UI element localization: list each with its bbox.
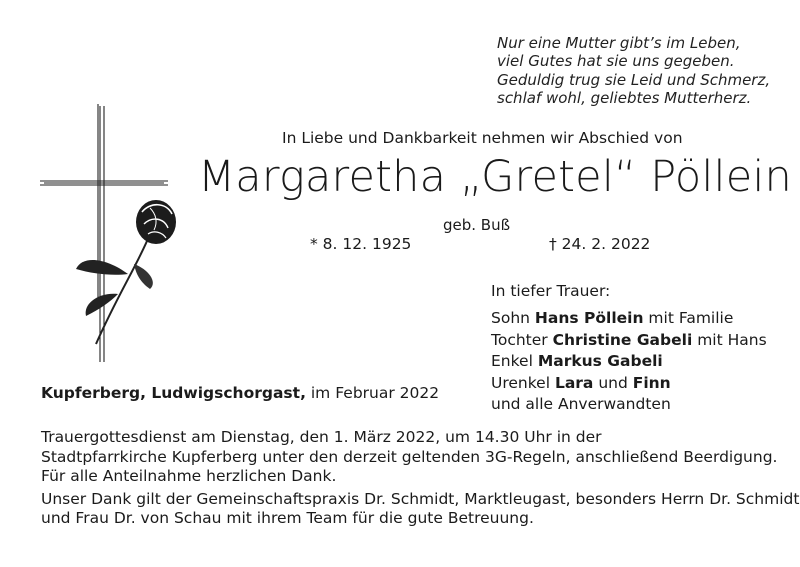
deceased-name: Margaretha „Gretel“ Pöllein: [198, 152, 792, 202]
date-text: im Februar 2022: [305, 384, 440, 402]
death-date: † 24. 2. 2022: [549, 235, 651, 253]
poem: [497, 34, 770, 107]
service-line: Stadtpfarrkirche Kupferberg unter den derzeit geltenden 3G-Regeln, anschließend Beerdigung.: [41, 447, 778, 466]
mourner-suffix: mit Hans: [692, 330, 767, 349]
thanks-line: Unser Dank gilt der Gemeinschaftspraxis Dr. Schmidt, Marktleugast, besonders Herrn Dr. Schmidt: [41, 489, 800, 508]
place-names: Kupferberg, Ludwigschorgast,: [41, 384, 306, 402]
mourner-name: Finn: [632, 373, 671, 392]
poem-line: viel Gutes hat sie uns gegeben.: [497, 52, 735, 71]
service-text: [41, 428, 799, 529]
mourner-name: Christine Gabeli: [552, 330, 693, 349]
mourner-relation: Enkel: [491, 352, 538, 371]
service-line: Für alle Anteilnahme herzlichen Dank.: [41, 467, 337, 485]
place-date: [41, 384, 439, 402]
birth-date: * 8. 12. 1925: [310, 235, 412, 253]
service-line: Trauergottesdienst am Dienstag, den 1. März 2022, um 14.30 Uhr in der: [41, 428, 602, 446]
mourner-relation: Urenkel: [491, 373, 555, 392]
mourner-relation: Sohn: [491, 309, 535, 328]
intro-text: In Liebe und Dankbarkeit nehmen wir Abschied von: [282, 129, 683, 147]
mourner-line: [491, 373, 767, 394]
mourner-conjunction: und: [593, 373, 633, 392]
cross-with-rose-icon: [38, 104, 178, 364]
mourner-relation: Tochter: [491, 330, 553, 349]
mourner-name: Lara: [554, 373, 594, 392]
mourners-list: [491, 281, 767, 415]
thanks-line: und Frau Dr. von Schau mit ihrem Team für die gute Betreuung.: [41, 509, 534, 527]
mourner-suffix: mit Familie: [643, 309, 734, 328]
poem-line: schlaf wohl, geliebtes Mutterherz.: [497, 88, 752, 107]
mourner-line: [491, 308, 767, 329]
poem-line: Geduldig trug sie Leid und Schmerz,: [497, 70, 771, 89]
mourner-line: [491, 351, 767, 372]
mourner-line: [491, 330, 767, 351]
poem-line: Nur eine Mutter gibt’s im Leben,: [497, 34, 741, 52]
mourner-name: Markus Gabeli: [537, 352, 663, 371]
maiden-name: geb. Buß: [443, 216, 511, 234]
mourners-heading: In tiefer Trauer:: [491, 282, 611, 300]
mourner-line: [491, 394, 767, 415]
mourner-relation: und alle Anverwandten: [491, 395, 671, 414]
mourner-name: Hans Pöllein: [534, 309, 644, 328]
